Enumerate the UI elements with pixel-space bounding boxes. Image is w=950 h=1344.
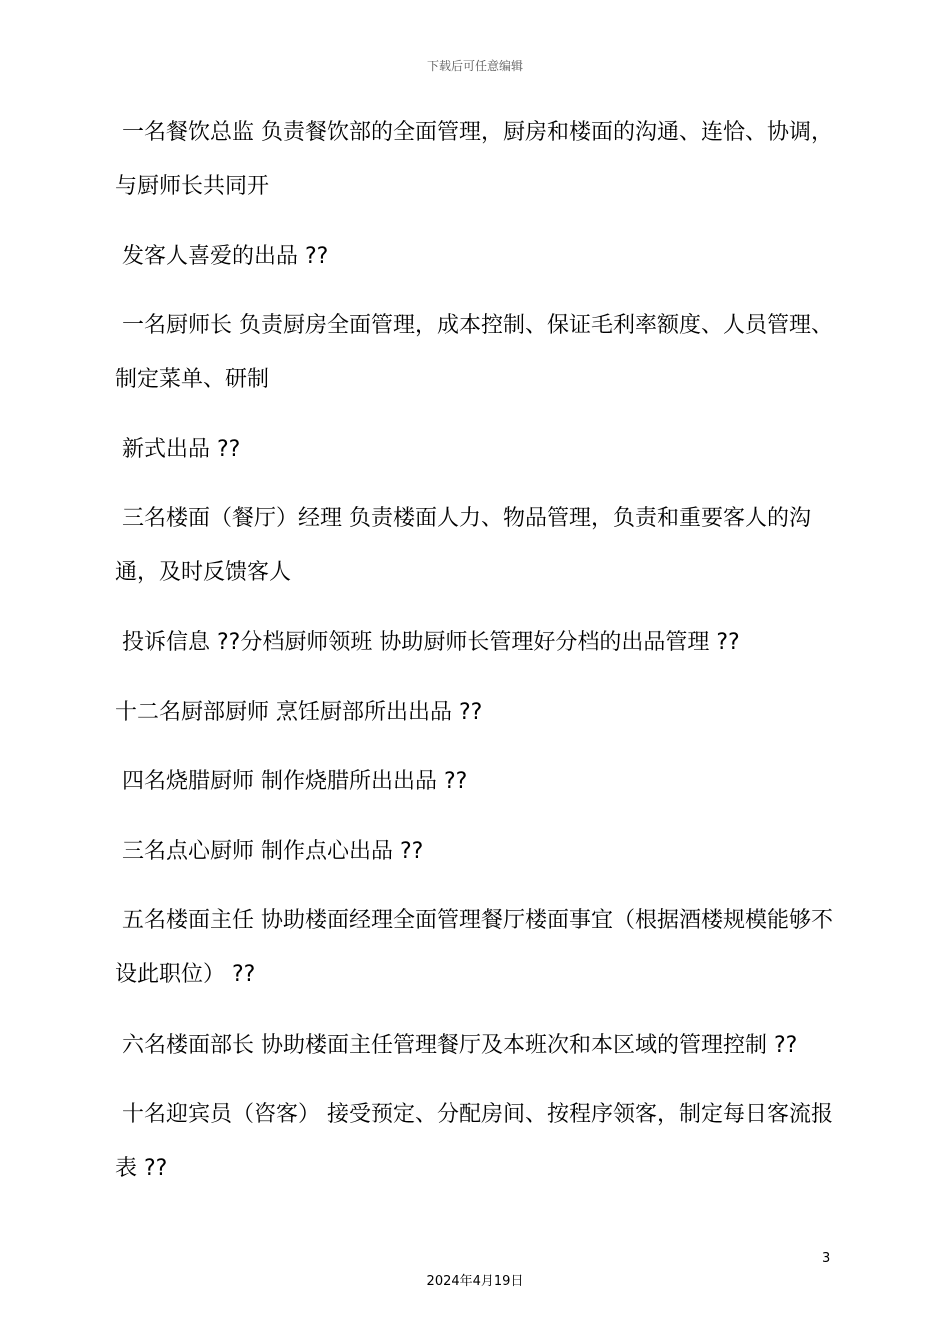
- paragraph-food-director-cont: 发客人喜爱的出品 ??: [115, 244, 329, 269]
- paragraph-kitchen-chefs: 十二名厨部厨师 烹饪厨部所出出品 ??: [115, 700, 483, 725]
- paragraph-floor-supervisor: 五名楼面主任 协助楼面经理全面管理餐厅楼面事宜（根据酒楼规模能够不设此职位） ??: [115, 908, 833, 987]
- paragraph-dimsum-chefs: 三名点心厨师 制作点心出品 ??: [115, 839, 424, 864]
- footer-date: 2024年4月19日: [426, 1274, 524, 1289]
- paragraph-floor-manager: 三名楼面（餐厅）经理 负责楼面人力、物品管理，负责和重要客人的沟通，及时反馈客人: [115, 506, 811, 585]
- paragraph-head-chef-cont: 新式出品 ??: [115, 437, 241, 462]
- paragraph-food-director: 一名餐饮总监 负责餐饮部的全面管理，厨房和楼面的沟通、连恰、协调，与厨师长共同开: [115, 120, 833, 199]
- paragraph-floor-captain: 六名楼面部长 协助楼面主任管理餐厅及本班次和本区域的管理控制 ??: [115, 1033, 798, 1058]
- page-header: 下载后可任意编辑: [426, 59, 523, 73]
- paragraph-greeter: 十名迎宾员（咨客） 接受预定、分配房间、按程序领客，制定每日客流报表 ??: [115, 1102, 833, 1181]
- paragraph-head-chef: 一名厨师长 负责厨房全面管理，成本控制、保证毛利率额度、人员管理、制定菜单、研制: [115, 313, 833, 392]
- page-number: 3: [822, 1251, 831, 1266]
- paragraph-bbq-chefs: 四名烧腊厨师 制作烧腊所出出品 ??: [115, 769, 468, 794]
- paragraph-floor-manager-cont: 投诉信息 ??分档厨师领班 协助厨师长管理好分档的出品管理 ??: [115, 630, 740, 655]
